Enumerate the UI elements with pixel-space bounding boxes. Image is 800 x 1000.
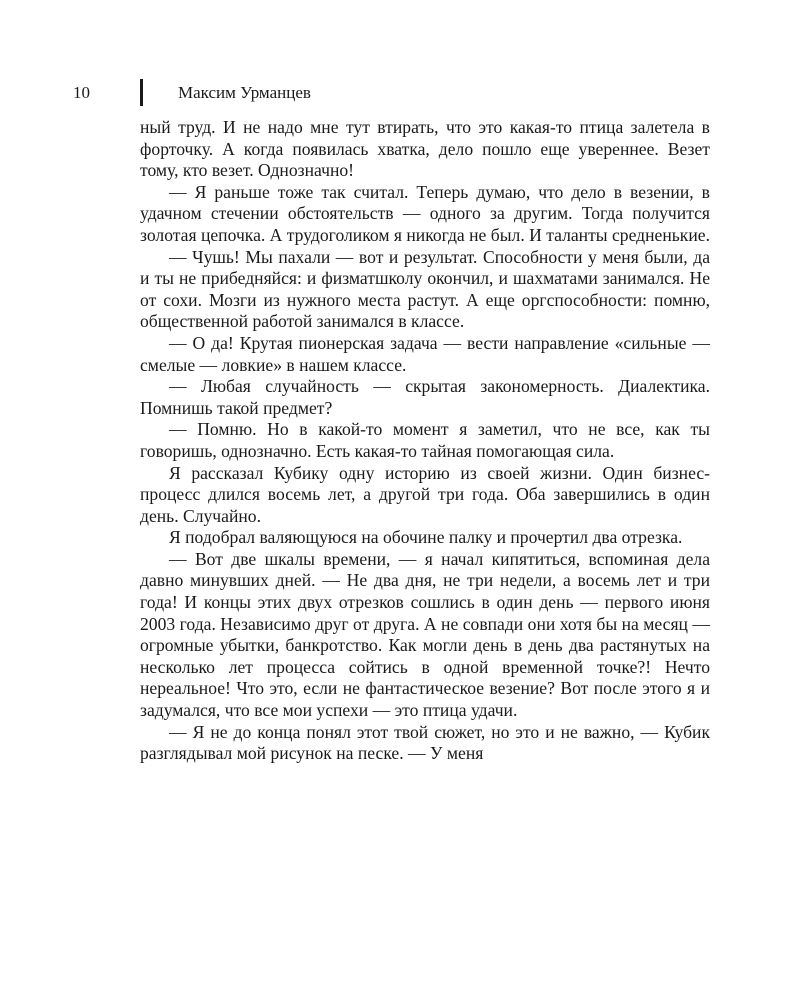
running-title: Максим Урманцев [178,83,311,102]
page-number: 10 [73,83,90,102]
paragraph: — О да! Крутая пионерская задача — вести направление «сильные — смелые — ловкие» в нашем классе. [140,332,710,375]
paragraph: ный труд. И не надо мне тут втирать, что это какая-то птица залетела в форточку. А когда появилась хватка, дело пошло еще увереннее. Везет тому, кто везет. Однозначно! [140,117,710,181]
paragraph: — Я не до конца понял этот твой сюжет, но это и не важно, — Кубик разглядывал мой рисунок на песке. — У меня [140,721,710,764]
body-text [140,117,710,765]
paragraph: Я рассказал Кубику одну историю из своей жизни. Один бизнес-процесс длился восемь лет, а другой три года. Оба завершились в один день. Случайно. [140,462,710,526]
paragraph: — Любая случайность — скрытая закономерность. Диалектика. Помнишь такой предмет? [140,376,710,418]
paragraph: — Я раньше тоже так считал. Теперь думаю, что дело в везении, в удачном стечении обстоятельств — одного за другим. Тогда получится золотая цепочка. А трудоголиком я никогда не был. И таланты средненькие. [140,181,710,245]
paragraph: — Чушь! Мы пахали — вот и результат. Способности у меня были, да и ты не прибедняйся: и физматшколу окончил, и шахматами занимался. Не от сохи. Мозги из нужного места растут. А еще оргспособности: помню, общественной работой занимался в классе. [140,246,710,332]
paragraph: Я подобрал валяющуюся на обочине палку и прочертил два отрезка. [169,527,683,548]
paragraph: — Помню. Но в какой-то момент я заметил, что не все, как ты говоришь, однозначно. Есть какая-то тайная помогающая сила. [140,419,710,461]
paragraph: — Вот две шкалы времени, — я начал кипятиться, вспоминая дела давно минувших дней. — Не два дня, не три недели, а восемь лет и три года! И концы этих двух отрезков сошлись в один день — первого июня 2003 года. Независимо друг от друга. А не совпади они хотя бы на месяц — огромные убытки, банкротство. Как могли день в день два растянутых на несколько лет процесса сойтись в одной временной точке?! Нечто нереальное! Что это, если не фантастическое везение? Вот после этого я и задумался, что все мои успехи — это птица удачи. [140,548,710,721]
header-divider [140,79,143,106]
